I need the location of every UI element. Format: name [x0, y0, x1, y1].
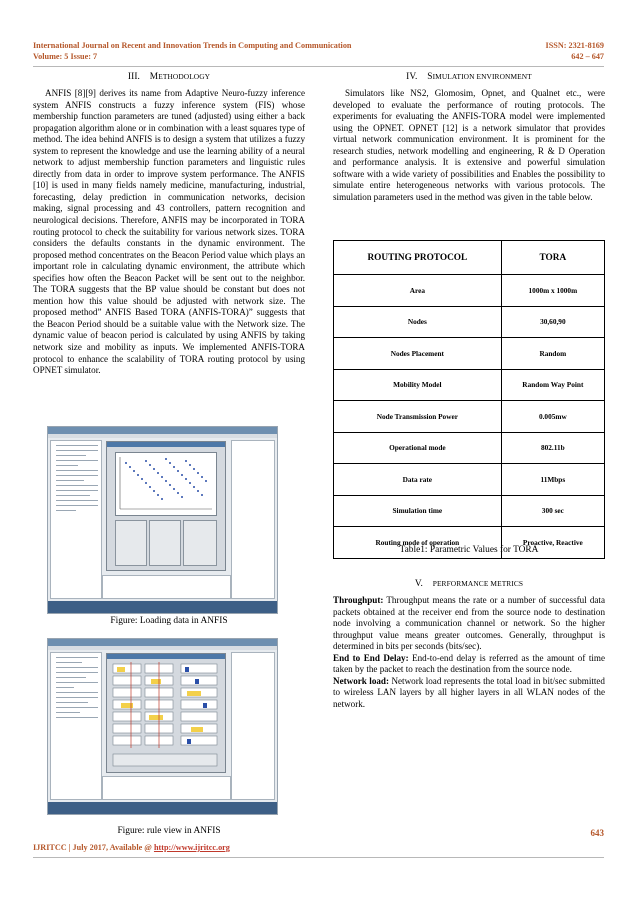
- table-row: [334, 338, 605, 370]
- table-cell: Nodes Placement: [334, 338, 502, 370]
- table-header-row: [334, 241, 605, 275]
- table-cell: 30,60,90: [501, 306, 604, 338]
- performance-metrics-section: [333, 578, 605, 710]
- page-number: 643: [590, 828, 604, 838]
- page-range: 642 – 647: [571, 52, 604, 61]
- table-cell: Operational mode: [334, 432, 502, 464]
- figure2-caption: Figure: rule view in ANFIS: [117, 826, 221, 836]
- table-cell: 11Mbps: [501, 464, 604, 496]
- section-heading-performance-metrics: V. PERFORMANCE METRICS: [414, 579, 524, 589]
- table-cell: Node Transmission Power: [334, 401, 502, 433]
- left-column: [33, 71, 305, 377]
- table-cell: Random Way Point: [501, 369, 604, 401]
- table-cell: 0.005mw: [501, 401, 604, 433]
- running-header-line2: [33, 51, 604, 62]
- table-row: [334, 275, 605, 307]
- figure-anfis-rule-view-screenshot: [47, 638, 278, 815]
- issn: ISSN: 2321-8169: [545, 41, 604, 50]
- table-caption: Table1: Parametric Values for TORA: [399, 545, 539, 555]
- section-heading-methodology: III. METHODOLOGY: [127, 72, 211, 82]
- network-load-paragraph: Network load: Network load represents the total load in bit/sec submitted to wireless LAN layers by all higher layers in all WLAN nodes of the network.: [333, 675, 605, 709]
- table-row: [334, 495, 605, 527]
- rule-viewer-grid: [107, 660, 225, 772]
- footer-rule: [33, 857, 604, 858]
- table-cell: Mobility Model: [334, 369, 502, 401]
- header-rule: [33, 66, 604, 67]
- journal-name: International Journal on Recent and Innovation Trends in Computing and Communication: [33, 41, 352, 50]
- parameters-table: [333, 240, 605, 559]
- figure1-caption: Figure: Loading data in ANFIS: [110, 616, 228, 626]
- figure-anfis-loading-screenshot: [47, 426, 278, 614]
- section-heading-simulation-environment: IV. SIMULATION ENVIRONMENT: [406, 72, 532, 82]
- anfis-training-plot: [116, 453, 216, 515]
- methodology-paragraph: ANFIS [8][9] derives its name from Adaptive Neuro-fuzzy inference system ANFIS constructs a fuzzy inference system (FIS) whose membership function parameters are tuned (adjusted) using either a back propagation algorithm alone or in combination with a least squares type of method. The idea behind ANFIS is to design a system that utilizes a fuzzy system to represent the knowledge and use the learning ability of a neural network to adjust membership function parameters and linguistic rules directly from data in order to improve system performance. The ANFIS [10] is used in many fields namely medicine, manufacturing, industrial, forecasting, delay prediction in communication networks, decision making, signal processing and 43 controllers, pattern recognition and neurological decisions. Therefore, ANFIS may be incorporated in TORA routing protocol to check the suitability for various network sizes. TORA considers the defaults constants in the dynamic environment. The proposed method concentrates on the Beacon Period value which plays an important role in calculating dynamic environment, the attribute which specifies how often the Beacon Packet will be sent out to the neighbor. The TORA suggests that the BP value should be constant but does not mention how this value should be adjusted with network size. The proposed method” ANFIS Based TORA (ANFIS-TORA)” suggests that the Beacon Period should be a suitable value with the Network size. The dynamic value of beacon period is calculated by using ANFIS by taking network size and mobility as inputs. We implemented ANFIS-TORA protocol to enhance the scalability of TORA routing protocol by using OPNET simulator.: [33, 88, 305, 376]
- table-cell: Data rate: [334, 464, 502, 496]
- table-row: [334, 432, 605, 464]
- network-load-term: Network load:: [333, 675, 389, 686]
- right-column: [333, 71, 605, 203]
- table-row: [334, 306, 605, 338]
- running-header: [33, 40, 604, 51]
- table-cell: Proactive, Reactive: [501, 527, 604, 559]
- table-row: [334, 401, 605, 433]
- table-row: [334, 369, 605, 401]
- simulation-paragraph: Simulators like NS2, Glomosim, Opnet, and Qualnet etc., were developed to evaluate the performance of routing protocols. The experiments for evaluating the ANFIS-TORA model were implemented using the OPNET. OPNET [12] is a network simulator that provides virtual network communication environment. It is prominent for the research studies, network modelling and engineering, R & D Operation and performance analysis. It is extensive and powerful simulation software with a wide variety of possibilities and Enables the possibility to simulate entire heterogeneous networks with various protocols. The simulation parameters used in the method was given in the table below.: [333, 88, 605, 202]
- table-cell: Routing mode of operation: [334, 527, 502, 559]
- table-cell: Simulation time: [334, 495, 502, 527]
- delay-term: End to End Delay:: [333, 652, 409, 663]
- table-cell: Nodes: [334, 306, 502, 338]
- table-cell: Random: [501, 338, 604, 370]
- throughput-term: Throughput:: [333, 595, 384, 605]
- delay-paragraph: End to End Delay: End-to-end delay is referred as the amount of time taken by the packet to reach the destination from the source node.: [333, 652, 605, 675]
- throughput-paragraph: Throughput: Throughput means the rate or a number of successful data packets obtained at the receiver end from the source node to destination node involving a communication channel or network. So the higher throughput value means greater outcomes. Generally, throughput is determined in bits per seconds (bits/sec).: [333, 595, 605, 652]
- table-header-cell: ROUTING PROTOCOL: [334, 241, 502, 275]
- table-cell: Area: [334, 275, 502, 307]
- volume-issue: Volume: 5 Issue: 7: [33, 52, 98, 61]
- journal-link[interactable]: http://www.ijritcc.org: [153, 843, 230, 852]
- table-cell: 300 sec: [501, 495, 604, 527]
- footer: IJRITCC | July 2017, Available @ http://www.ijritcc.org: [33, 843, 230, 852]
- table-cell: 802.11b: [501, 432, 604, 464]
- table-cell: 1000m x 1000m: [501, 275, 604, 307]
- table-row: [334, 464, 605, 496]
- table-header-cell: TORA: [501, 241, 604, 275]
